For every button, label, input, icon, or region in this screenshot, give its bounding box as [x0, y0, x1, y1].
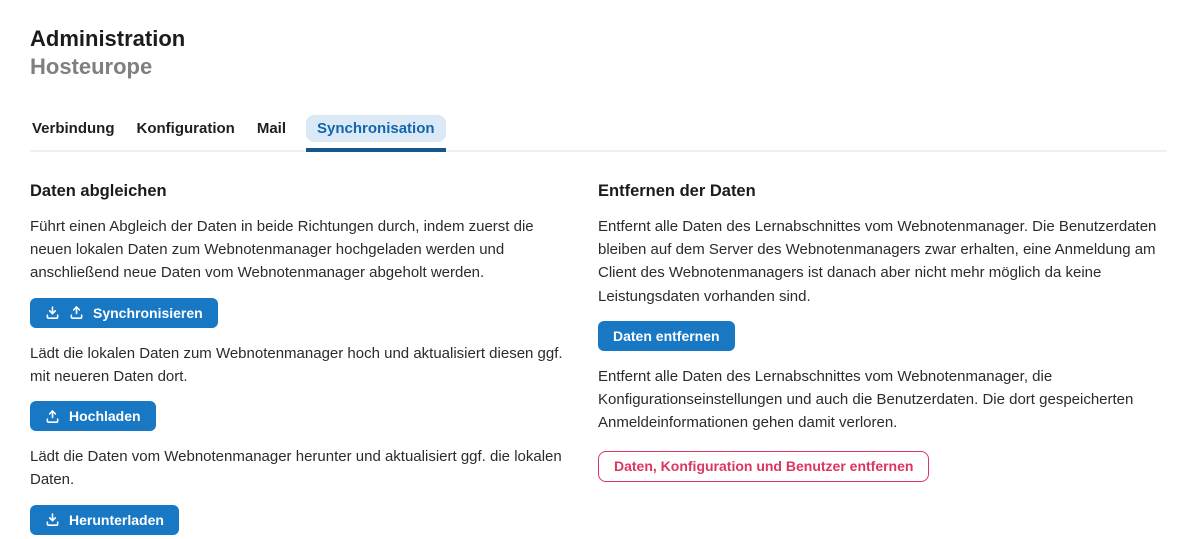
hochladen-button-label: Hochladen: [69, 408, 141, 425]
section-daten-abgleichen: [30, 182, 578, 539]
daten-konfiguration-benutzer-entfernen-button[interactable]: [598, 451, 929, 482]
content-columns: [30, 182, 1167, 539]
synchronisieren-button-label: Synchronisieren: [93, 304, 203, 321]
page-title: Administration: [30, 26, 186, 51]
section-heading-daten-abgleichen: Daten abgleichen: [30, 181, 167, 200]
section-entfernen-der-daten: [598, 182, 1167, 539]
remove-all-description: Entfernt alle Daten des Lernabschnittes vom Webnotenmanager, die Konfigurationseinstellungen und auch die Benutzerdaten. Die dort gespeicherten Anmeldeinformationen gehen damit verloren.: [598, 367, 1134, 432]
tab-bar: [30, 115, 1167, 152]
upload-icon: [45, 409, 60, 424]
daten-entfernen-button-label: Daten entfernen: [613, 327, 720, 344]
download-icon: [45, 305, 60, 320]
remove-description: Entfernt alle Daten des Lernabschnittes vom Webnotenmanager. Die Benutzerdaten bleiben auf dem Server des Webnotenmanagers zwar erhalten, eine Anmeldung am Client des Webnotenmanagers ist danach aber nicht mehr möglich da keine Leistungsdaten vorhanden sind.: [598, 217, 1157, 305]
daten-entfernen-button[interactable]: [598, 321, 735, 351]
tab-konfiguration[interactable]: Konfiguration: [136, 119, 235, 137]
section-heading-entfernen: Entfernen der Daten: [598, 181, 756, 200]
tab-verbindung[interactable]: Verbindung: [32, 119, 115, 137]
herunterladen-button-label: Herunterladen: [69, 511, 164, 528]
hochladen-button[interactable]: [30, 401, 156, 431]
synchronisieren-button[interactable]: [30, 298, 218, 328]
page-header: [30, 26, 1167, 81]
tab-mail[interactable]: Mail: [256, 119, 287, 137]
sync-description: Führt einen Abgleich der Daten in beide Richtungen durch, indem zuerst die neuen lokalen Daten zum Webnotenmanager hochgeladen werden und anschließend neue Daten vom Webnotenmanager abgeholt werden.: [30, 217, 534, 282]
herunterladen-button[interactable]: [30, 505, 179, 535]
page-subtitle: Hosteurope: [30, 54, 153, 80]
upload-icon: [69, 305, 84, 320]
download-description: Lädt die Daten vom Webnotenmanager herunter und aktualisiert ggf. die lokalen Daten.: [30, 448, 562, 489]
upload-description: Lädt die lokalen Daten zum Webnotenmanager hoch und aktualisiert diesen ggf. mit neueren Daten dort.: [30, 344, 563, 385]
tab-synchronisation[interactable]: Synchronisation: [306, 115, 446, 142]
download-icon: [45, 512, 60, 527]
daten-konfiguration-benutzer-entfernen-label: Daten, Konfiguration und Benutzer entfernen: [614, 458, 914, 475]
